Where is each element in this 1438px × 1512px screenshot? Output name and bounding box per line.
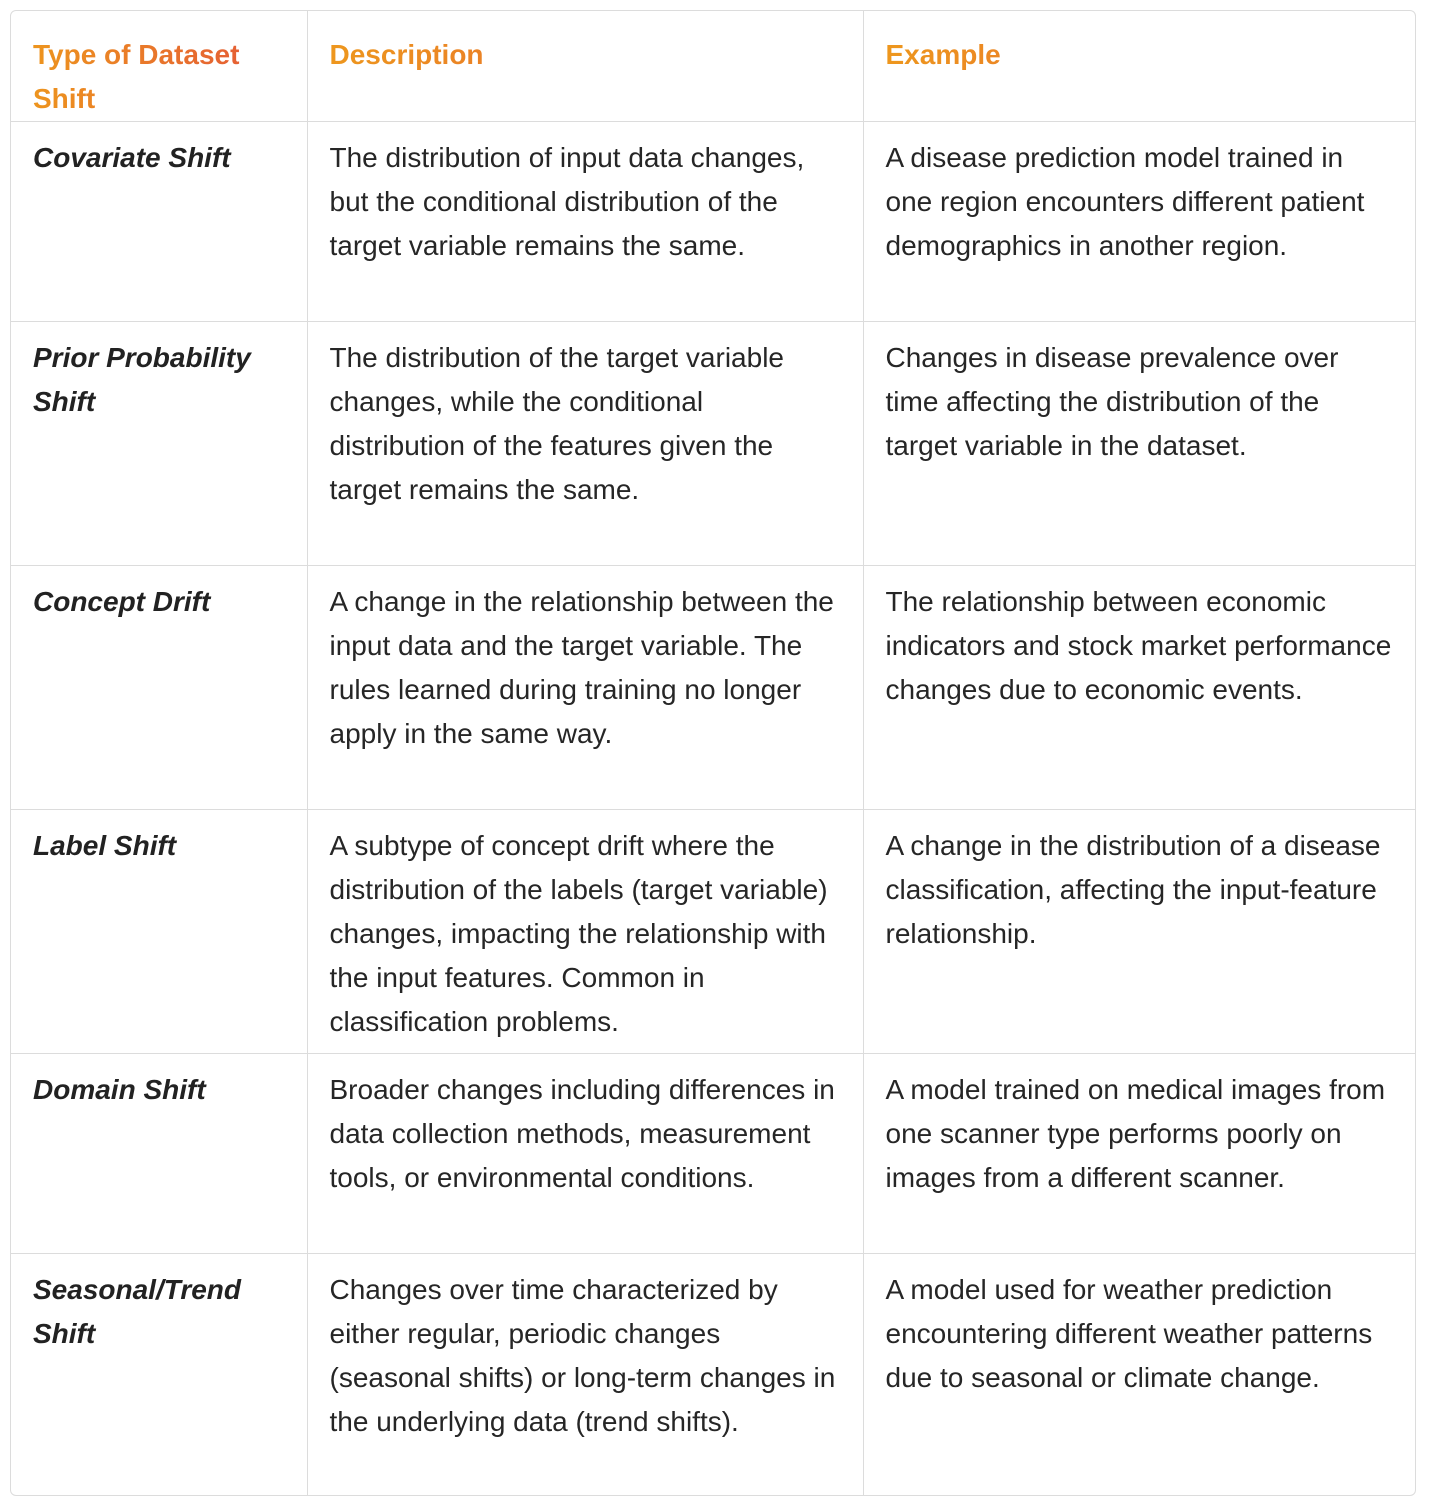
- table-row: [11, 1054, 1415, 1254]
- row-description: Broader changes including differences in data collection methods, measurement tools, or environmental conditions.: [307, 1054, 863, 1254]
- table-row: [11, 566, 1415, 810]
- row-example: A model trained on medical images from one scanner type performs poorly on images from a different scanner.: [863, 1054, 1415, 1254]
- row-type: Seasonal/Trend Shift: [11, 1254, 307, 1496]
- table-row: [11, 322, 1415, 566]
- table-row: [11, 122, 1415, 322]
- row-example: A model used for weather prediction encountering different weather patterns due to seasonal or climate change.: [863, 1254, 1415, 1496]
- row-example: A disease prediction model trained in one region encounters different patient demographics in another region.: [863, 122, 1415, 322]
- row-description: Changes over time characterized by either regular, periodic changes (seasonal shifts) or long-term changes in the underlying data (trend shifts).: [307, 1254, 863, 1496]
- row-description: The distribution of input data changes, but the conditional distribution of the target variable remains the same.: [307, 122, 863, 322]
- row-description: A subtype of concept drift where the distribution of the labels (target variable) changes, impacting the relationship with the input features. Common in classification problems.: [307, 810, 863, 1054]
- row-description: A change in the relationship between the input data and the target variable. The rules learned during training no longer apply in the same way.: [307, 566, 863, 810]
- row-description: The distribution of the target variable changes, while the conditional distribution of the features given the target remains the same.: [307, 322, 863, 566]
- row-type: Covariate Shift: [11, 122, 307, 322]
- row-type: Prior Probability Shift: [11, 322, 307, 566]
- header-type: Type of Dataset Shift: [11, 11, 307, 122]
- table-container: [10, 10, 1416, 1496]
- row-type: Domain Shift: [11, 1054, 307, 1254]
- table-row: [11, 810, 1415, 1054]
- header-example: Example: [863, 11, 1415, 122]
- row-type: Label Shift: [11, 810, 307, 1054]
- header-description: Description: [307, 11, 863, 122]
- table-header-row: [11, 11, 1415, 122]
- row-type: Concept Drift: [11, 566, 307, 810]
- table-row: [11, 1254, 1415, 1496]
- dataset-shift-table: [11, 11, 1415, 1495]
- row-example: A change in the distribution of a disease classification, affecting the input-feature relationship.: [863, 810, 1415, 1054]
- row-example: The relationship between economic indicators and stock market performance changes due to economic events.: [863, 566, 1415, 810]
- row-example: Changes in disease prevalence over time affecting the distribution of the target variable in the dataset.: [863, 322, 1415, 566]
